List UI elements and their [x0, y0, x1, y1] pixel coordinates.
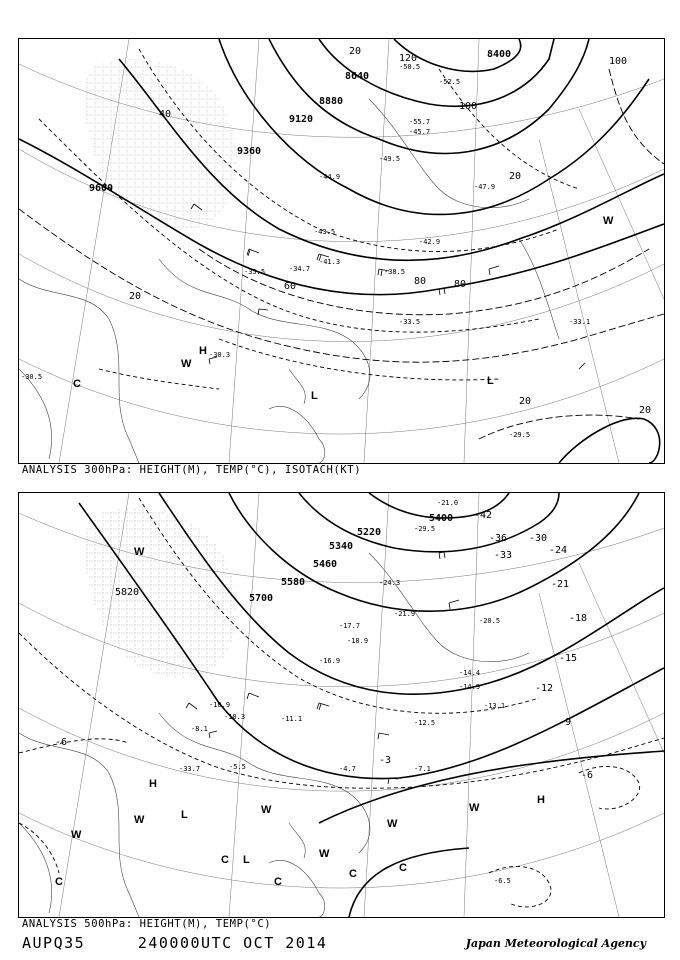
isotherm-label: -3	[379, 755, 392, 766]
agency-name: Japan Meteorological Agency	[465, 937, 646, 950]
isotherm-label: -33	[494, 550, 513, 561]
chart-500hpa	[18, 492, 665, 918]
height-label: 5220	[357, 527, 382, 538]
temp-label: -33.5	[399, 318, 421, 326]
temp-label: -29.5	[509, 431, 531, 439]
height-label: 8640	[345, 71, 370, 82]
temp-label: -18.9	[347, 637, 369, 645]
temp-label: -20.5	[479, 617, 501, 625]
height-label: 8400	[487, 49, 512, 60]
warm-marker: W	[181, 358, 192, 370]
isotherm-label: -18	[569, 613, 588, 624]
height-label: 9360	[237, 146, 262, 157]
isotach-label: 100	[609, 56, 628, 67]
isotherm-label: -15	[559, 653, 578, 664]
warm-marker: W	[71, 829, 82, 841]
chart-id: AUPQ35	[22, 934, 86, 952]
warm-marker: W	[387, 818, 398, 830]
temp-label: -35.5	[244, 268, 266, 276]
isotherm-label: -21	[551, 579, 570, 590]
isotach-label: 40	[159, 109, 172, 120]
isotherm-label: -6	[55, 737, 68, 748]
temp-label: -5.5	[229, 763, 246, 771]
coastline	[19, 553, 529, 917]
cold-marker: C	[73, 378, 81, 390]
temp-label: -33.1	[569, 318, 591, 326]
temp-label: -47.9	[474, 183, 496, 191]
temp-label: -44.9	[319, 173, 341, 181]
temp-label: -43.5	[314, 228, 336, 236]
height-label: 8880	[319, 96, 344, 107]
high-marker: H	[537, 794, 545, 806]
low-marker: L	[181, 809, 188, 821]
cold-marker: C	[55, 876, 63, 888]
height-label: 5820	[115, 587, 140, 598]
high-marker: H	[199, 345, 207, 357]
temp-label: -30.5	[21, 373, 43, 381]
temp-label: -30.3	[209, 351, 231, 359]
map-500hpa	[19, 493, 664, 917]
warm-marker: W	[319, 848, 330, 860]
temp-label: -34.7	[289, 265, 311, 273]
temp-label: -17.7	[339, 622, 361, 630]
high-marker: H	[149, 778, 157, 790]
temp-label: -4.7	[339, 765, 356, 773]
temp-label: -52.5	[439, 78, 461, 86]
isotherm-label: -9	[559, 717, 572, 728]
isotach-label: 100	[459, 101, 478, 112]
temp-label: -50.5	[399, 63, 421, 71]
temp-label: -16.9	[319, 657, 341, 665]
low-marker: L	[487, 375, 494, 387]
cold-marker: C	[221, 854, 229, 866]
temp-label: -21.9	[394, 610, 416, 618]
temp-label: -10.3	[224, 713, 246, 721]
wind-barbs	[191, 204, 585, 369]
terrain-hatch	[85, 59, 237, 229]
caption-300hpa: ANALYSIS 300hPa: HEIGHT(M), TEMP(°C), ISOTACH(KT)	[22, 464, 362, 476]
temp-label: -8.1	[191, 725, 208, 733]
temp-label: -14.9	[459, 683, 481, 691]
chart-300hpa	[18, 38, 665, 464]
temp-label: -45.7	[409, 128, 431, 136]
isotherm-label: -30	[529, 533, 548, 544]
low-marker: L	[311, 390, 318, 402]
isotherm-label: -36	[489, 533, 508, 544]
cold-marker: C	[399, 862, 407, 874]
temp-label: -38.5	[384, 268, 406, 276]
temp-label: -42.9	[419, 238, 441, 246]
isotach-label: 20	[349, 46, 362, 57]
height-label: 9600	[89, 183, 114, 194]
terrain-hatch	[85, 508, 237, 678]
map-300hpa	[19, 39, 664, 463]
temp-label: -11.1	[281, 715, 303, 723]
chart-identifier	[22, 934, 327, 952]
warm-marker: W	[134, 546, 145, 558]
isotach-label: 20	[129, 291, 142, 302]
temp-label: -13.1	[484, 702, 506, 710]
isotach-label: 80	[454, 279, 467, 290]
height-label: 5340	[329, 541, 354, 552]
isotherm-label: -42	[474, 510, 493, 521]
caption-500hpa: ANALYSIS 500hPa: HEIGHT(M), TEMP(°C)	[22, 918, 272, 930]
temp-label: -49.5	[379, 155, 401, 163]
temp-label: -14.4	[459, 669, 481, 677]
temp-label: -21.0	[437, 499, 459, 507]
temp-label: -41.3	[319, 258, 341, 266]
temp-label: -55.7	[409, 118, 431, 126]
warm-marker: W	[261, 804, 272, 816]
isotherm-label: -12	[535, 683, 554, 694]
warm-marker: W	[134, 814, 145, 826]
temp-label: -12.5	[414, 719, 436, 727]
valid-time: 240000UTC OCT 2014	[137, 934, 328, 952]
temp-label: -10.9	[209, 701, 231, 709]
temp-label: -29.5	[414, 525, 436, 533]
isotach-label: 20	[509, 171, 522, 182]
isotach-label: 80	[414, 276, 427, 287]
height-label: 5400	[429, 513, 454, 524]
height-label: 5460	[313, 559, 338, 570]
low-marker: L	[243, 854, 250, 866]
cold-marker: C	[349, 868, 357, 880]
warm-marker: W	[603, 215, 614, 227]
isotherm-label: -6	[581, 770, 594, 781]
cold-marker: C	[274, 876, 282, 888]
height-label: 5700	[249, 593, 274, 604]
temp-label: -7.1	[414, 765, 431, 773]
isotach-label: 60	[284, 281, 297, 292]
isotach-label: 120	[399, 53, 418, 64]
isotherm-label: -24	[549, 545, 568, 556]
temp-label: -24.3	[379, 579, 401, 587]
height-label: 5580	[281, 577, 306, 588]
isotach-label: 20	[639, 405, 652, 416]
isotach-label: 20	[519, 396, 532, 407]
temp-label: -33.7	[179, 765, 201, 773]
height-label: 9120	[289, 114, 314, 125]
warm-marker: W	[469, 802, 480, 814]
temp-label: -6.5	[494, 877, 511, 885]
